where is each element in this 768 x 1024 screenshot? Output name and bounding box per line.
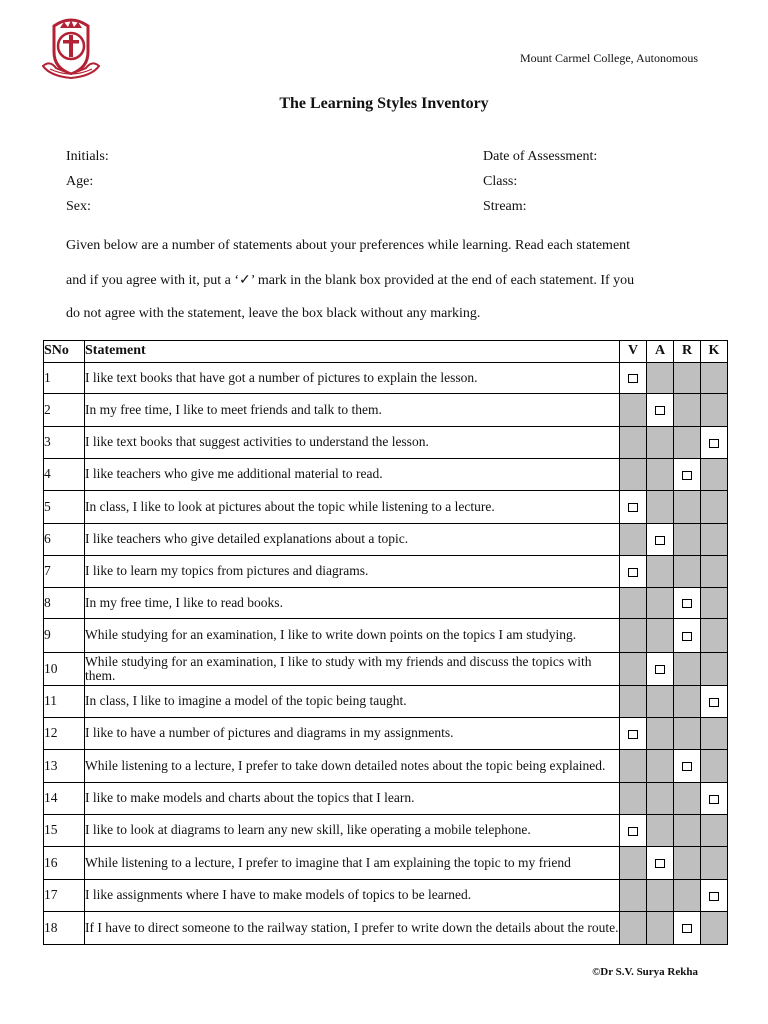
shaded-cell-k [701,847,728,880]
response-cell-a[interactable] [647,653,674,686]
shaded-cell-v [620,653,647,686]
header-k: K [701,341,728,363]
response-cell-r[interactable] [674,588,701,619]
response-cell-k[interactable] [701,783,728,815]
checkbox[interactable] [655,406,665,415]
shaded-cell-k [701,524,728,556]
checkbox[interactable] [709,698,719,707]
shaded-cell-a [647,880,674,912]
checkbox[interactable] [709,795,719,804]
class-label: Class: [483,174,518,189]
shaded-cell-r [674,686,701,718]
page-title: The Learning Styles Inventory [279,95,489,112]
row-sno: 18 [44,912,85,945]
shaded-cell-v [620,783,647,815]
age-label: Age: [66,174,94,189]
header-a: A [647,341,674,363]
instructions-line-2: and if you agree with it, put a ‘✓’ mark in the blank box provided at the end of each statement. If you [66,273,635,288]
shaded-cell-k [701,815,728,847]
row-sno: 8 [44,588,85,619]
shaded-cell-v [620,912,647,945]
row-statement: While studying for an examination, I like to write down points on the topics I am studying. [85,619,620,653]
row-sno: 1 [44,363,85,394]
shaded-cell-a [647,718,674,750]
shaded-cell-k [701,394,728,427]
shaded-cell-r [674,880,701,912]
shaded-cell-r [674,394,701,427]
response-cell-r[interactable] [674,619,701,653]
shaded-cell-v [620,427,647,459]
response-cell-k[interactable] [701,880,728,912]
checkbox[interactable] [709,892,719,901]
table-header-row [44,341,728,363]
row-sno: 3 [44,427,85,459]
checkbox[interactable] [655,536,665,545]
shaded-cell-r [674,556,701,588]
shaded-cell-r [674,783,701,815]
table-row [44,459,728,491]
response-cell-r[interactable] [674,750,701,783]
row-statement: I like to look at diagrams to learn any new skill, like operating a mobile telephone. [85,815,620,847]
row-sno: 5 [44,491,85,524]
shaded-cell-v [620,588,647,619]
shaded-cell-v [620,880,647,912]
shaded-cell-a [647,491,674,524]
checkbox[interactable] [682,762,692,771]
checkbox[interactable] [628,503,638,512]
row-sno: 7 [44,556,85,588]
row-statement: In class, I like to imagine a model of the topic being taught. [85,686,620,718]
table-row [44,912,728,945]
shaded-cell-a [647,427,674,459]
shaded-cell-a [647,815,674,847]
instructions-line-3: do not agree with the statement, leave the box black without any marking. [66,306,481,321]
row-statement: I like teachers who give detailed explanations about a topic. [85,524,620,556]
table-row [44,880,728,912]
row-statement: While listening to a lecture, I prefer to imagine that I am explaining the topic to my friend [85,847,620,880]
checkbox[interactable] [709,439,719,448]
sex-label: Sex: [66,199,91,214]
table-row [44,815,728,847]
header-r: R [674,341,701,363]
shaded-cell-a [647,619,674,653]
response-cell-v[interactable] [620,556,647,588]
row-sno: 16 [44,847,85,880]
checkbox[interactable] [682,471,692,480]
response-cell-v[interactable] [620,718,647,750]
response-cell-r[interactable] [674,459,701,491]
checkbox[interactable] [628,568,638,577]
row-statement: I like to learn my topics from pictures and diagrams. [85,556,620,588]
row-statement: While studying for an examination, I like to study with my friends and discuss the topics with them. [85,653,620,686]
shaded-cell-a [647,686,674,718]
shaded-cell-k [701,588,728,619]
header-sno: SNo [44,341,85,363]
checkbox[interactable] [628,827,638,836]
date-of-assessment-label: Date of Assessment: [483,149,598,164]
shaded-cell-k [701,653,728,686]
row-sno: 10 [44,653,85,686]
table-row [44,556,728,588]
table-row [44,491,728,524]
header-statement: Statement [85,341,620,363]
row-sno: 14 [44,783,85,815]
row-statement: If I have to direct someone to the railway station, I prefer to write down the details about the route. [85,912,620,945]
shaded-cell-k [701,619,728,653]
shaded-cell-v [620,750,647,783]
row-statement: I like teachers who give me additional material to read. [85,459,620,491]
shaded-cell-a [647,459,674,491]
checkbox[interactable] [655,665,665,674]
row-statement: I like assignments where I have to make models of topics to be learned. [85,880,620,912]
response-cell-r[interactable] [674,912,701,945]
shaded-cell-v [620,459,647,491]
table-row [44,718,728,750]
shaded-cell-a [647,783,674,815]
row-statement: I like text books that have got a number of pictures to explain the lesson. [85,363,620,394]
response-cell-v[interactable] [620,491,647,524]
college-crest-logo [40,16,102,80]
checkbox[interactable] [655,859,665,868]
row-sno: 11 [44,686,85,718]
shaded-cell-r [674,524,701,556]
shaded-cell-v [620,847,647,880]
row-statement: In my free time, I like to meet friends and talk to them. [85,394,620,427]
response-cell-a[interactable] [647,524,674,556]
row-statement: I like to have a number of pictures and diagrams in my assignments. [85,718,620,750]
shaded-cell-v [620,524,647,556]
shaded-cell-a [647,912,674,945]
stream-label: Stream: [483,199,527,214]
table-row [44,394,728,427]
shaded-cell-a [647,363,674,394]
row-statement: In class, I like to look at pictures about the topic while listening to a lecture. [85,491,620,524]
table-row [44,363,728,394]
shaded-cell-r [674,427,701,459]
table-row [44,427,728,459]
shaded-cell-k [701,556,728,588]
shaded-cell-v [620,619,647,653]
shaded-cell-k [701,912,728,945]
response-cell-a[interactable] [647,394,674,427]
row-statement: I like text books that suggest activities to understand the lesson. [85,427,620,459]
table-row [44,686,728,718]
row-sno: 12 [44,718,85,750]
response-cell-k[interactable] [701,427,728,459]
row-statement: In my free time, I like to read books. [85,588,620,619]
shaded-cell-r [674,847,701,880]
row-statement: While listening to a lecture, I prefer to take down detailed notes about the topic being explained. [85,750,620,783]
checkbox[interactable] [682,632,692,641]
table-row [44,619,728,653]
response-cell-v[interactable] [620,363,647,394]
shaded-cell-a [647,588,674,619]
row-statement: I like to make models and charts about the topics that I learn. [85,783,620,815]
row-sno: 6 [44,524,85,556]
table-row [44,783,728,815]
checkbox[interactable] [682,599,692,608]
shaded-cell-k [701,491,728,524]
shaded-cell-v [620,686,647,718]
table-row [44,847,728,880]
shaded-cell-r [674,718,701,750]
row-sno: 15 [44,815,85,847]
row-sno: 4 [44,459,85,491]
inventory-table [43,340,728,945]
row-sno: 13 [44,750,85,783]
row-sno: 9 [44,619,85,653]
shaded-cell-k [701,718,728,750]
table-row [44,653,728,686]
shaded-cell-r [674,653,701,686]
row-sno: 17 [44,880,85,912]
shaded-cell-k [701,363,728,394]
shaded-cell-r [674,363,701,394]
checkbox[interactable] [682,924,692,933]
instructions-line-1: Given below are a number of statements about your preferences while learning. Read each statement [66,238,631,253]
response-cell-a[interactable] [647,847,674,880]
table-row [44,588,728,619]
shaded-cell-r [674,491,701,524]
shaded-cell-k [701,750,728,783]
checkbox[interactable] [628,730,638,739]
shaded-cell-k [701,459,728,491]
header-v: V [620,341,647,363]
shaded-cell-a [647,556,674,588]
shaded-cell-a [647,750,674,783]
initials-label: Initials: [66,149,109,164]
response-cell-v[interactable] [620,815,647,847]
response-cell-k[interactable] [701,686,728,718]
table-row [44,750,728,783]
shaded-cell-v [620,394,647,427]
footer-credit: ©Dr S.V. Surya Rekha [592,966,698,978]
college-name: Mount Carmel College, Autonomous [520,51,698,65]
checkbox[interactable] [628,374,638,383]
row-sno: 2 [44,394,85,427]
shaded-cell-r [674,815,701,847]
table-row [44,524,728,556]
